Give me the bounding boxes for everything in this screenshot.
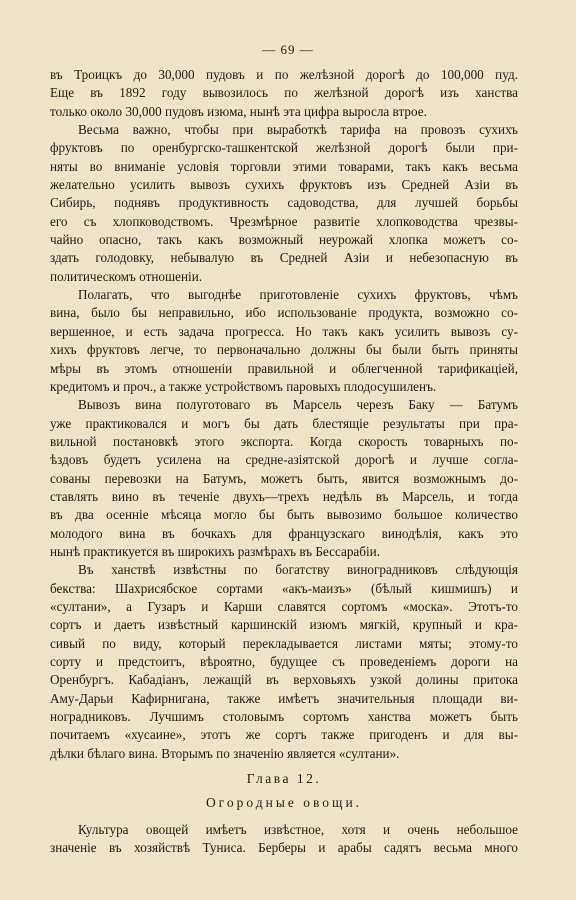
text-line: кредитомъ и проч., а также устройствомъ паровыхъ плодосушиленъ. (50, 378, 437, 394)
paragraph (50, 121, 518, 286)
body-text (50, 66, 518, 858)
text-line: вильной постановкѣ этого экспорта. Когда скорость товарныхъ по- (50, 433, 518, 449)
text-line: въ два осенніе мѣсяца могло бы быть вывозимо большое количество (50, 507, 518, 523)
text-line: Весьма важно, чтобы при выработкѣ тарифа на провозъ сухихъ (78, 122, 518, 138)
text-line: сованы перевозки на Батумъ, можетъ быть, явится возможнымъ до- (50, 470, 518, 486)
text-line: нынѣ практикуется въ широкихъ размѣрахъ въ Бессарабіи. (50, 543, 381, 559)
text-line: въ Троицкъ до 30,000 пудовъ и по желѣзной дорогѣ до 100,000 пуд. (50, 67, 518, 82)
chapter-subtitle: Огородные овощи. (205, 795, 363, 811)
text-line: Культура овощей имѣетъ извѣстное, хотя и очень небольшое (78, 822, 518, 838)
text-line: дѣлки бѣлаго вина. Вторымъ по значенію является «султани». (50, 745, 400, 761)
text-line: Аму-Дарьи Кафирнигана, также имѣетъ значительныя площади ви- (50, 690, 518, 706)
text-line: мѣры въ этомъ отношеніи правильной и облегченной тарификаціей, (50, 360, 518, 376)
paragraph (50, 66, 518, 121)
text-line: уже практиковался и могъ бы дать блестящіе результаты при пра- (50, 415, 518, 431)
text-line: политическомъ отношеніи. (50, 268, 203, 284)
text-line: няты во вниманіе условія торговли этими товарами, такъ какъ весьма (50, 158, 518, 174)
paragraph (50, 286, 518, 396)
text-line: желательно усилить вывозъ сухихъ фруктовъ изъ Средней Азіи въ (50, 177, 518, 193)
text-line: вершенное, и есть задача прогресса. Но такъ какъ усилить вывозъ су- (50, 323, 518, 339)
text-line: Полагать, что выгоднѣе приготовленіе сухихъ фруктовъ, чѣмъ (78, 287, 518, 303)
text-line: сортъ и даетъ извѣстный каршинскій изюмъ мягкій, крупный и кра- (50, 617, 518, 633)
paragraph (50, 561, 518, 763)
text-line: молодого вина въ бочкахъ для французскаго винодѣлія, какъ это (50, 525, 518, 541)
chapter-heading: Глава 12. (246, 771, 322, 787)
paragraph (50, 396, 518, 561)
text-line: бекства: Шахрисябское сортами «акъ-маизъ» (бѣлый кишмишъ) и (50, 580, 518, 596)
text-line: сорту и предстоитъ, вѣроятно, будущее съ проведеніемъ дороги на (50, 654, 518, 669)
text-line: Сибирь, поднявъ продуктивность садоводства, для лучшей борьбы (50, 195, 518, 211)
text-line: Вывозъ вина полуготоваго въ Марсель черезъ Баку — Батумъ (78, 397, 518, 413)
text-line: Оренбургъ. Кабадіанъ, лежащій въ верховьяхъ узкой долины притока (50, 672, 518, 688)
text-line: здать голодовку, небывалую въ Средней Азіи и небезопасную въ (50, 250, 518, 266)
text-line: значеніе въ хозяйствѣ Туниса. Берберы и арабы садятъ весьма много (50, 840, 518, 856)
text-line: Въ ханствѣ извѣстны по богатству виноградниковъ слѣдующія (78, 562, 518, 578)
text-line: фруктовъ по оренбургско-ташкентской желѣзной дорогѣ были при- (50, 140, 518, 156)
text-line: вина, было бы неправильно, ибо использованіе продукта, возможно со- (50, 305, 518, 321)
text-line: почитаемъ «хусаине», этотъ же сортъ также пригоденъ и для вы- (50, 727, 518, 743)
paragraph (50, 821, 518, 858)
text-line: Еще въ 1892 году вывозилось по желѣзной дорогѣ изъ ханства (50, 85, 518, 101)
page-number: — 69 — (262, 42, 314, 57)
text-line: ѣздовъ будетъ усилена на средне-азіятской дорогѣ и лучше согла- (50, 452, 518, 468)
text-line: чайно опасно, такъ какъ возможный неурожай хлопка можетъ со- (50, 232, 518, 248)
text-line: ставлять вино въ теченіе двухъ—трехъ недѣль въ Марсель, и тогда (50, 488, 518, 504)
text-line: его съ хлопководствомъ. Чрезмѣрное развитіе хлопководства чрезвы- (50, 213, 518, 229)
text-line: «султани», а Гузаръ и Карши славятся сортомъ «моска». Этотъ-то (50, 598, 518, 614)
text-line: только около 30,000 пудовъ изюма, нынѣ эта цифра выросла втрое. (50, 103, 427, 119)
text-line: хихъ фруктовъ легче, то первоначально должны бы были быть приняты (50, 342, 518, 358)
text-line: ноградниковъ. Лучшимъ столовымъ сортомъ ханства можетъ быть (50, 709, 518, 725)
text-line: сивый по виду, который перекладывается листами мяты; этому-то (50, 635, 518, 651)
